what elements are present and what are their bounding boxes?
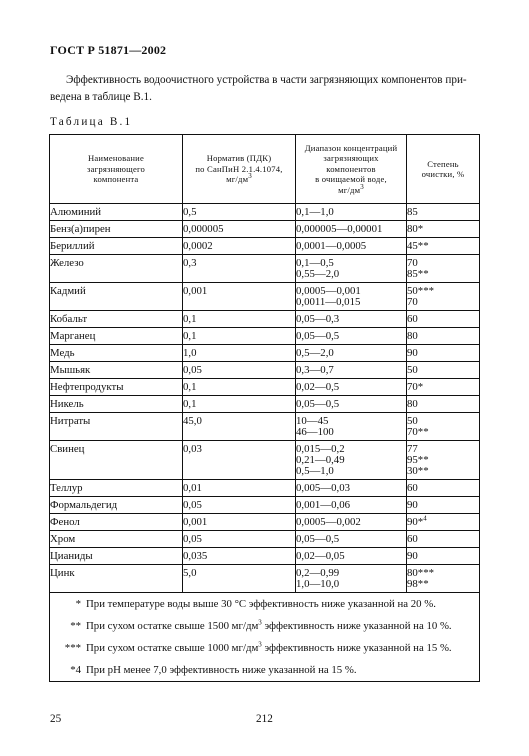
footnote-mark: ** xyxy=(70,620,81,632)
range-values xyxy=(296,345,406,361)
degree-values xyxy=(407,204,479,220)
cell-degree xyxy=(407,221,480,238)
range-value: 0,5—1,0 xyxy=(296,465,334,477)
cell-component xyxy=(50,531,183,548)
cell-range xyxy=(296,497,407,514)
range-value: 0,55—2,0 xyxy=(296,268,340,280)
cell-degree xyxy=(407,514,480,531)
cell-range xyxy=(296,362,407,379)
cell-norm xyxy=(183,283,296,311)
cell-component xyxy=(50,238,183,255)
component-name: Нефтепродукты xyxy=(50,381,124,393)
footnote xyxy=(50,615,479,637)
range-value: 46—100 xyxy=(296,426,334,438)
degree-values xyxy=(407,441,479,479)
range-value: 0,21—0,49 xyxy=(296,454,345,466)
header-superscript: 3 xyxy=(360,182,364,191)
norm-value: 0,035 xyxy=(183,550,208,562)
range-value: 0,2—0,99 xyxy=(296,567,340,579)
degree-values xyxy=(407,413,479,440)
cell-component xyxy=(50,345,183,362)
cell-component xyxy=(50,204,183,221)
range-values xyxy=(296,548,406,564)
cell-degree xyxy=(407,379,480,396)
range-values xyxy=(296,413,406,440)
range-value: 0,0011—0,015 xyxy=(296,296,361,308)
cell-range xyxy=(296,283,407,311)
range-values xyxy=(296,497,406,513)
degree-values xyxy=(407,379,479,395)
range-value: 0,0001—0,0005 xyxy=(296,240,367,252)
cell-range xyxy=(296,548,407,565)
range-value: 0,05—0,3 xyxy=(296,313,340,325)
norm-value: 0,3 xyxy=(183,257,197,269)
range-values xyxy=(296,328,406,344)
cell-norm xyxy=(183,514,296,531)
footnote-text-part: При рН менее 7,0 эффективность ниже указанной на 15 %. xyxy=(86,664,357,676)
cell-range xyxy=(296,345,407,362)
range-value: 0,05—0,5 xyxy=(296,533,340,545)
range-values xyxy=(296,396,406,412)
component-name: Алюминий xyxy=(50,206,102,218)
header-name xyxy=(50,135,183,204)
range-value: 0,005—0,03 xyxy=(296,482,350,494)
degree-values xyxy=(407,362,479,378)
table-row xyxy=(50,311,480,328)
cell-range xyxy=(296,311,407,328)
table-row xyxy=(50,548,480,565)
range-value: 0,1—1,0 xyxy=(296,206,334,218)
table-row xyxy=(50,238,480,255)
cell-range xyxy=(296,514,407,531)
range-value: 0,000005—0,00001 xyxy=(296,223,383,235)
cell-norm xyxy=(183,328,296,345)
degree-value: 90 xyxy=(407,347,418,359)
header-superscript: 3 xyxy=(248,172,252,181)
table-container xyxy=(49,134,479,682)
header-line: компонентов xyxy=(326,163,376,174)
cell-norm xyxy=(183,311,296,328)
degree-superscript: 4 xyxy=(423,514,427,523)
degree-value: 85 xyxy=(407,206,418,218)
norm-value: 0,5 xyxy=(183,206,197,218)
cell-component xyxy=(50,480,183,497)
degree-values xyxy=(407,480,479,496)
cell-component xyxy=(50,362,183,379)
cell-norm xyxy=(183,565,296,593)
degree-values xyxy=(407,255,479,282)
cell-range xyxy=(296,565,407,593)
header-line: Наименование xyxy=(88,153,144,164)
cell-range xyxy=(296,413,407,441)
cell-range xyxy=(296,255,407,283)
cell-degree xyxy=(407,328,480,345)
degree-value: 60 xyxy=(407,533,418,545)
header-line: компонента xyxy=(93,174,139,185)
cell-norm xyxy=(183,497,296,514)
header-range xyxy=(296,135,407,204)
table-row xyxy=(50,497,480,514)
footnote-text-part: При сухом остатке свыше 1500 мг/дм xyxy=(86,620,259,632)
footnote xyxy=(50,659,479,681)
table-row xyxy=(50,379,480,396)
cell-degree xyxy=(407,396,480,413)
degree-value: 90*$^4$ xyxy=(407,514,427,528)
cell-norm xyxy=(183,480,296,497)
range-values xyxy=(296,531,406,547)
norm-value: 0,000005 xyxy=(183,223,224,235)
cell-degree xyxy=(407,497,480,514)
cell-range xyxy=(296,238,407,255)
table-row xyxy=(50,531,480,548)
component-name: Бериллий xyxy=(50,240,95,252)
table-row xyxy=(50,345,480,362)
page-number-left: 25 xyxy=(50,713,62,725)
range-value: 0,1—0,5 xyxy=(296,257,334,269)
degree-value: 85** xyxy=(407,268,429,280)
cell-degree xyxy=(407,480,480,497)
degree-values xyxy=(407,565,479,592)
footnotes-cell xyxy=(50,593,480,682)
cell-degree xyxy=(407,441,480,480)
table-row xyxy=(50,362,480,379)
table-row xyxy=(50,328,480,345)
norm-value: 5,0 xyxy=(183,567,197,579)
component-name: Никель xyxy=(50,398,84,410)
cell-range xyxy=(296,221,407,238)
footnote-mark: *** xyxy=(64,642,81,654)
cell-norm xyxy=(183,362,296,379)
norm-value: 0,1 xyxy=(183,398,197,410)
cell-norm xyxy=(183,548,296,565)
cell-degree xyxy=(407,238,480,255)
norm-value: 0,1 xyxy=(183,313,197,325)
degree-values xyxy=(407,221,479,237)
table-row xyxy=(50,514,480,531)
degree-values xyxy=(407,531,479,547)
degree-value: 50 xyxy=(407,364,418,376)
range-value: 1,0—10,0 xyxy=(296,578,340,590)
cell-component xyxy=(50,379,183,396)
degree-value: 95** xyxy=(407,454,429,466)
footnote-text-part: При температуре воды выше 30 °С эффективность ниже указанной на 20 %. xyxy=(86,598,436,610)
cell-degree xyxy=(407,283,480,311)
range-values xyxy=(296,221,406,237)
component-name: Свинец xyxy=(50,443,85,455)
cell-degree xyxy=(407,565,480,593)
cell-component xyxy=(50,396,183,413)
component-name: Цинк xyxy=(50,567,75,579)
norm-value: 0,0002 xyxy=(183,240,213,252)
norm-value: 1,0 xyxy=(183,347,197,359)
header-line: Диапазон концентраций xyxy=(304,142,398,153)
range-values xyxy=(296,204,406,220)
degree-values xyxy=(407,345,479,361)
cell-norm xyxy=(183,441,296,480)
cell-component xyxy=(50,283,183,311)
header-line: Норматив (ПДК) xyxy=(206,153,272,164)
component-name: Железо xyxy=(50,257,84,269)
header-degree xyxy=(407,135,480,204)
table-row xyxy=(50,255,480,283)
table-row xyxy=(50,283,480,311)
document-header: ГОСТ Р 51871—2002 xyxy=(50,43,167,57)
range-value: 0,02—0,05 xyxy=(296,550,345,562)
degree-value: 98** xyxy=(407,578,429,590)
range-value: 0,05—0,5 xyxy=(296,398,340,410)
cell-component xyxy=(50,548,183,565)
range-values xyxy=(296,441,406,479)
table-body xyxy=(50,204,480,593)
degree-value: 70 xyxy=(407,257,418,269)
range-value: 10—45 xyxy=(296,415,329,427)
norm-value: 0,01 xyxy=(183,482,202,494)
norm-value: 0,03 xyxy=(183,443,202,455)
footnote-mark: * xyxy=(75,598,81,610)
cell-norm xyxy=(183,221,296,238)
range-value: 0,0005—0,002 xyxy=(296,516,361,528)
degree-value: 70** xyxy=(407,426,429,438)
cell-norm xyxy=(183,255,296,283)
degree-value: 77 xyxy=(407,443,418,455)
table-row xyxy=(50,565,480,593)
degree-values xyxy=(407,514,479,530)
cell-norm xyxy=(183,379,296,396)
degree-values xyxy=(407,396,479,412)
table-caption: Таблица В.1 xyxy=(50,116,133,128)
range-values xyxy=(296,362,406,378)
degree-value: 45** xyxy=(407,240,429,252)
cell-norm xyxy=(183,204,296,221)
degree-value: 90 xyxy=(407,499,418,511)
norm-value: 0,001 xyxy=(183,516,208,528)
cell-component xyxy=(50,514,183,531)
range-value: 0,02—0,5 xyxy=(296,381,340,393)
cell-range xyxy=(296,480,407,497)
range-values xyxy=(296,480,406,496)
degree-value: 50*** xyxy=(407,285,434,297)
degree-values xyxy=(407,283,479,310)
degree-value: 80 xyxy=(407,330,418,342)
cell-degree xyxy=(407,362,480,379)
footnote-mark: *4 xyxy=(70,664,81,676)
norm-value: 0,05 xyxy=(183,364,202,376)
table-row xyxy=(50,441,480,480)
component-name: Кобальт xyxy=(50,313,88,325)
header-line: по СанПиН 2.1.4.1074, xyxy=(195,163,283,174)
header-line: в очищаемой воде, xyxy=(315,174,387,185)
cell-range xyxy=(296,204,407,221)
degree-value: 50 xyxy=(407,415,418,427)
degree-value: 80* xyxy=(407,223,424,235)
degree-value: 80 xyxy=(407,398,418,410)
component-name: Формальдегид xyxy=(50,499,118,511)
degree-values xyxy=(407,311,479,327)
intro-line-1: Эффективность водоочистного устройства в части загрязняющих компонентов при- xyxy=(66,74,467,86)
cell-component xyxy=(50,441,183,480)
cell-component xyxy=(50,497,183,514)
range-values xyxy=(296,255,406,282)
component-name: Нитраты xyxy=(50,415,91,427)
table-row xyxy=(50,204,480,221)
cell-degree xyxy=(407,531,480,548)
degree-value: 30** xyxy=(407,465,429,477)
range-values xyxy=(296,238,406,254)
range-value: 0,05—0,5 xyxy=(296,330,340,342)
component-name: Бенз(а)пирен xyxy=(50,223,111,235)
table-row xyxy=(50,221,480,238)
footnote-text xyxy=(86,593,436,615)
cell-degree xyxy=(407,345,480,362)
component-name: Марганец xyxy=(50,330,96,342)
component-name: Хром xyxy=(50,533,76,545)
footnote xyxy=(50,637,479,659)
table-header-row xyxy=(50,135,480,204)
table-row xyxy=(50,396,480,413)
cell-norm xyxy=(183,238,296,255)
component-name: Кадмий xyxy=(50,285,86,297)
cell-norm xyxy=(183,396,296,413)
range-values xyxy=(296,311,406,327)
header-norm xyxy=(183,135,296,204)
degree-values xyxy=(407,548,479,564)
component-name: Медь xyxy=(50,347,75,359)
range-value: 0,5—2,0 xyxy=(296,347,334,359)
footnote-text xyxy=(86,615,452,637)
header-line: очистки, % xyxy=(421,169,465,179)
range-values xyxy=(296,283,406,310)
cell-degree xyxy=(407,311,480,328)
norm-value: 0,05 xyxy=(183,499,202,511)
norm-value: 0,1 xyxy=(183,330,197,342)
cell-component xyxy=(50,328,183,345)
header-line: $мг/дм^3$ xyxy=(226,172,252,185)
cell-range xyxy=(296,441,407,480)
range-values xyxy=(296,565,406,592)
norm-value: 0,05 xyxy=(183,533,202,545)
footnote-text xyxy=(86,637,452,659)
degree-values xyxy=(407,328,479,344)
degree-value: 80*** xyxy=(407,567,434,579)
footnote-superscript: 3 xyxy=(258,640,262,649)
footnote-text-part: эффективность ниже указанной на 15 %. xyxy=(261,642,452,654)
cell-component xyxy=(50,221,183,238)
cell-norm xyxy=(183,413,296,441)
cell-degree xyxy=(407,204,480,221)
footnote-superscript: 3 xyxy=(258,618,262,627)
intro-line-2: ведена в таблице В.1. xyxy=(50,91,152,103)
component-name: Мышьяк xyxy=(50,364,91,376)
cell-range xyxy=(296,379,407,396)
norm-value: 0,1 xyxy=(183,381,197,393)
component-name: Цианиды xyxy=(50,550,93,562)
footnote-text xyxy=(86,659,357,681)
cell-range xyxy=(296,531,407,548)
degree-value: 60 xyxy=(407,482,418,494)
intro-paragraph xyxy=(50,72,476,106)
table-row xyxy=(50,413,480,441)
component-name: Фенол xyxy=(50,516,80,528)
footnote-text-part: При сухом остатке свыше 1000 мг/дм xyxy=(86,642,259,654)
degree-value: 90 xyxy=(407,550,418,562)
cell-component xyxy=(50,565,183,593)
footnote xyxy=(50,593,479,615)
cell-degree xyxy=(407,413,480,441)
header-line: Степень xyxy=(427,158,459,169)
cell-norm xyxy=(183,345,296,362)
component-name: Теллур xyxy=(50,482,83,494)
range-value: 0,0005—0,001 xyxy=(296,285,361,297)
header-line: загрязняющего xyxy=(87,163,145,174)
degree-values xyxy=(407,238,479,254)
footnotes-row xyxy=(50,593,480,682)
table-row xyxy=(50,480,480,497)
cell-component xyxy=(50,413,183,441)
norm-value: 45,0 xyxy=(183,415,202,427)
range-value: 0,015—0,2 xyxy=(296,443,345,455)
cell-degree xyxy=(407,548,480,565)
cell-component xyxy=(50,255,183,283)
header-line: $мг/дм^3$ xyxy=(338,182,364,195)
degree-values xyxy=(407,497,479,513)
page-number-center: 212 xyxy=(256,713,273,725)
cell-component xyxy=(50,311,183,328)
range-value: 0,3—0,7 xyxy=(296,364,334,376)
footnote-text-part: эффективность ниже указанной на 10 %. xyxy=(261,620,452,632)
cell-norm xyxy=(183,531,296,548)
cell-range xyxy=(296,328,407,345)
degree-value: 60 xyxy=(407,313,418,325)
norm-value: 0,001 xyxy=(183,285,208,297)
data-table xyxy=(49,134,480,682)
header-line: загрязняющих xyxy=(323,153,379,164)
cell-range xyxy=(296,396,407,413)
degree-value: 70 xyxy=(407,296,418,308)
range-value: 0,001—0,06 xyxy=(296,499,350,511)
degree-value: 70* xyxy=(407,381,424,393)
range-values xyxy=(296,379,406,395)
range-values xyxy=(296,514,406,530)
cell-degree xyxy=(407,255,480,283)
